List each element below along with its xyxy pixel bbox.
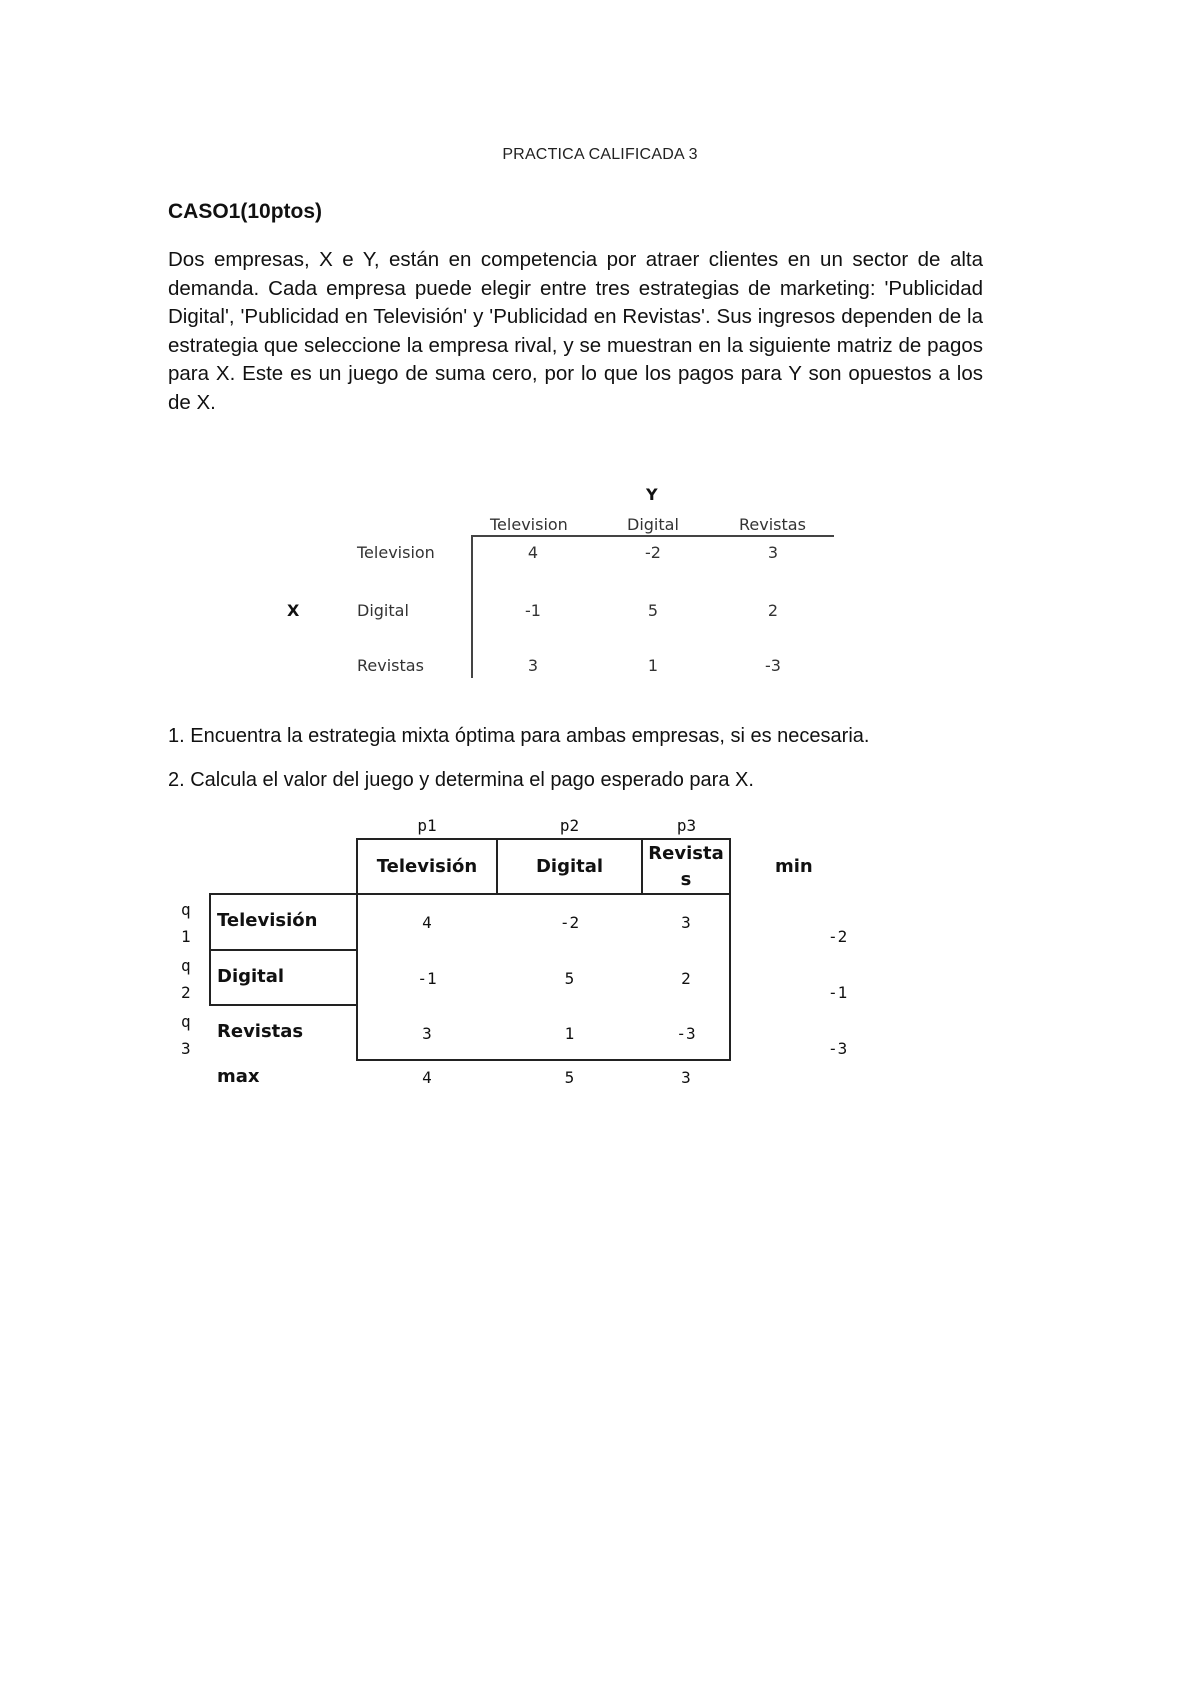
p-label: p1 bbox=[417, 816, 437, 835]
row-header: Revistas bbox=[217, 1021, 304, 1042]
table-border bbox=[356, 838, 731, 840]
min-header: min bbox=[775, 856, 813, 877]
matrix-col-header: Television bbox=[490, 515, 568, 534]
matrix-col-header: Digital bbox=[627, 515, 679, 534]
matrix-col-header: Revistas bbox=[739, 515, 806, 534]
max-value: 5 bbox=[564, 1068, 575, 1087]
matrix-cell: -1 bbox=[525, 601, 541, 620]
table-cell: 3 bbox=[681, 913, 691, 932]
q-label: 2 bbox=[181, 983, 191, 1002]
matrix-cell: -2 bbox=[645, 543, 661, 562]
row-header: Digital bbox=[217, 966, 285, 987]
matrix-cell: 3 bbox=[767, 543, 779, 562]
table-cell: 5 bbox=[564, 969, 575, 988]
matrix-row-header: Revistas bbox=[357, 656, 424, 675]
table-border bbox=[209, 949, 357, 951]
column-header: Televisión bbox=[376, 856, 478, 877]
matrix-col-player: Y bbox=[646, 485, 658, 504]
max-value: 4 bbox=[422, 1068, 432, 1087]
document-header: PRACTICA CALIFICADA 3 bbox=[502, 146, 698, 163]
matrix-cell: 5 bbox=[647, 601, 659, 620]
question-2: 2. Calcula el valor del juego y determina el pago esperado para X. bbox=[168, 769, 754, 791]
max-label: max bbox=[217, 1066, 260, 1087]
matrix-cell: -3 bbox=[765, 656, 781, 675]
q-label: q bbox=[181, 900, 191, 919]
min-value: -2 bbox=[828, 927, 848, 946]
q-label: q bbox=[181, 956, 191, 975]
matrix-row-header: Television bbox=[357, 543, 435, 562]
q-label: 3 bbox=[181, 1039, 191, 1058]
matrix-top-rule bbox=[471, 535, 834, 537]
table-cell: -2 bbox=[559, 913, 580, 932]
table-border bbox=[209, 893, 731, 895]
table-cell: 2 bbox=[681, 969, 691, 988]
min-value: -3 bbox=[828, 1039, 848, 1058]
matrix-cell: 1 bbox=[647, 656, 659, 675]
column-header: Digital bbox=[535, 856, 604, 877]
q-label: 1 bbox=[181, 927, 191, 946]
matrix-cell: 4 bbox=[527, 543, 539, 562]
matrix-row-header: Digital bbox=[357, 601, 409, 620]
q-label: q bbox=[181, 1012, 191, 1031]
case-title: CASO1(10ptos) bbox=[168, 200, 323, 223]
column-header-wrap: s bbox=[680, 869, 692, 890]
p-label: p2 bbox=[559, 816, 580, 835]
row-header: Televisión bbox=[217, 910, 318, 931]
matrix-row-player: X bbox=[287, 601, 300, 620]
matrix-cell: 3 bbox=[527, 656, 539, 675]
table-cell: 4 bbox=[422, 913, 432, 932]
table-cell: 1 bbox=[564, 1024, 575, 1043]
max-value: 3 bbox=[681, 1068, 691, 1087]
table-border bbox=[209, 893, 211, 1006]
column-header: Revista bbox=[648, 843, 724, 864]
matrix-cell: 2 bbox=[767, 601, 779, 620]
matrix-left-rule bbox=[471, 535, 473, 678]
min-value: -1 bbox=[828, 983, 848, 1002]
table-cell: 3 bbox=[422, 1024, 432, 1043]
table-cell: -3 bbox=[676, 1024, 696, 1043]
table-border bbox=[209, 1004, 357, 1006]
table-border bbox=[356, 1059, 731, 1061]
p-label: p3 bbox=[676, 816, 697, 835]
table-cell: -1 bbox=[417, 969, 437, 988]
case-description: Dos empresas, X e Y, están en competencia por atraer clientes en un sector de alta demanda. Cada empresa puede elegir entre tres estrategias de marketing: 'Publicidad Digital', 'Publicidad en Televisión' y 'Publicidad en Revistas'. Sus ingresos dependen de la estrategia que seleccione la empresa rival, y se muestran en la siguiente matriz de pagos para X. Este es un juego de suma cero, por lo que los pagos para Y son opuestos a los de X. bbox=[168, 248, 983, 414]
question-1: 1. Encuentra la estrategia mixta óptima para ambas empresas, si es necesaria. bbox=[168, 725, 870, 747]
